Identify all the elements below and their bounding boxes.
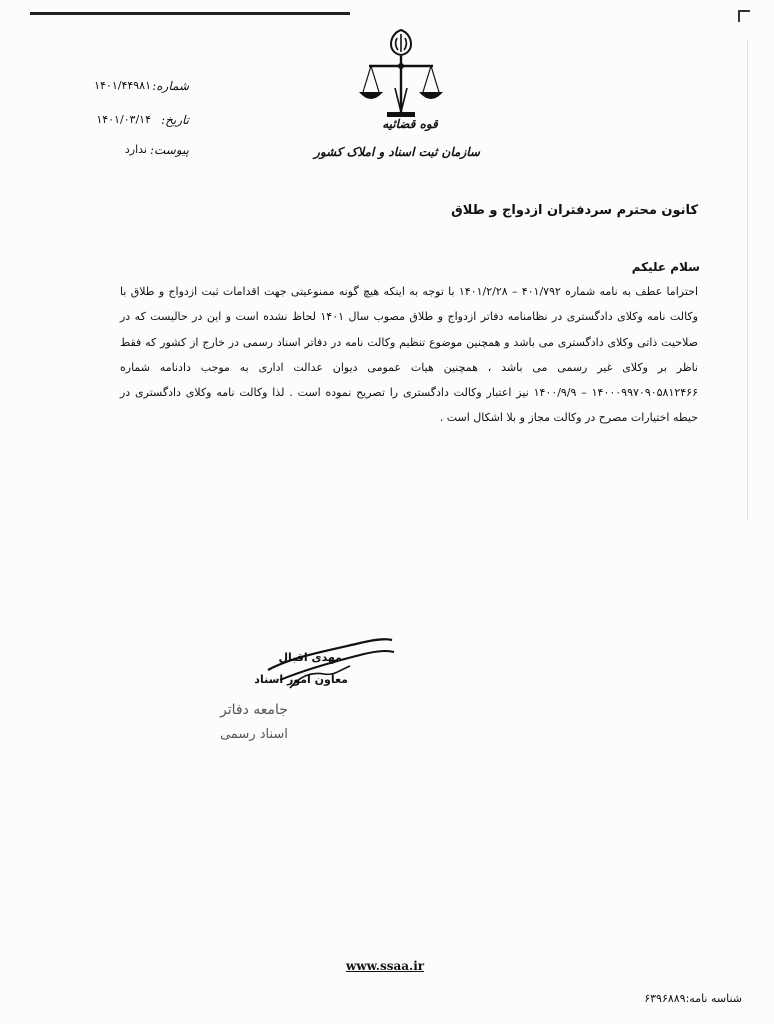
page-edge-shadow (747, 40, 748, 520)
letter-body-text: احتراما عطف به نامه شماره ۴۰۱/۷۹۲ – ۱۴۰۱/۲/۲۸ با توجه به اینکه هیچ گونه ممنوعیتی جهت اقدامات ثبت ازدواج و طلاق با وکالت نامه وکلای دادگستری در نظامنامه دفاتر ازدواج و طلاق مصوب سال ۱۴۰۱ لحاظ نشده است و این در حالیست که در صلاحیت ذاتی وکلای دادگستری می باشد و همچنین موضوع تنظیم وکالت نامه در دفاتر اسناد رسمی در خارج از کشور که فقط ناظر بر وکلای غیر رسمی می باشد ، همچنین هیات عمومی دیوان عدالت اداری به موجب دادنامه شماره ۱۴۰۰۰۹۹۷۰۹۰۵۸۱۲۴۶۶ – ۱۴۰۰/۹/۹ نیز اعتبار وکالت دادگستری را تصریح نموده است . لذا وکالت نامه وکلای دادگستری در حیطه اختیارات مصرح در وکالت مجاز و بلا اشکال است . (120, 285, 699, 425)
letter-date-label: تاریخ: (161, 113, 189, 127)
signer-title: معاون امور اسناد (254, 673, 348, 686)
letter-attachment-label: پیوست: (149, 143, 189, 157)
top-rule (30, 12, 350, 15)
letter-date-value: ۱۴۰۱/۰۳/۱۴ (96, 113, 151, 126)
stamp-line-2: اسناد رسمی (220, 727, 288, 742)
letter-body (120, 279, 698, 431)
corner-mark (738, 10, 750, 22)
judiciary-title: قوه قضائیه (382, 117, 438, 131)
letter-date-row (49, 113, 189, 129)
signer-name: مهدی اقبال (278, 651, 342, 664)
letter-number-value: ۱۴۰۱/۴۴۹۸۱ (94, 79, 151, 92)
recipient-line: کانون محترم سردفتران ازدواج و طلاق (451, 203, 698, 218)
letter-attachment-value: ندارد (124, 143, 147, 156)
letter-number-row (49, 79, 189, 95)
organization-title: سازمان ثبت اسناد و املاک کشور (314, 145, 480, 159)
judiciary-emblem-icon (355, 26, 447, 126)
greeting-line: سلام علیکم (631, 260, 700, 274)
stamp-line-1: جامعه دفاتر (220, 702, 288, 718)
letter-serial: شناسه نامه:۶۳۹۶۸۸۹ (644, 992, 742, 1005)
letter-attachment-row (49, 143, 189, 159)
letter-number-label: شماره: (152, 79, 189, 93)
website-link[interactable]: www.ssaa.ir (346, 959, 425, 973)
handwritten-signature-icon (260, 630, 400, 700)
